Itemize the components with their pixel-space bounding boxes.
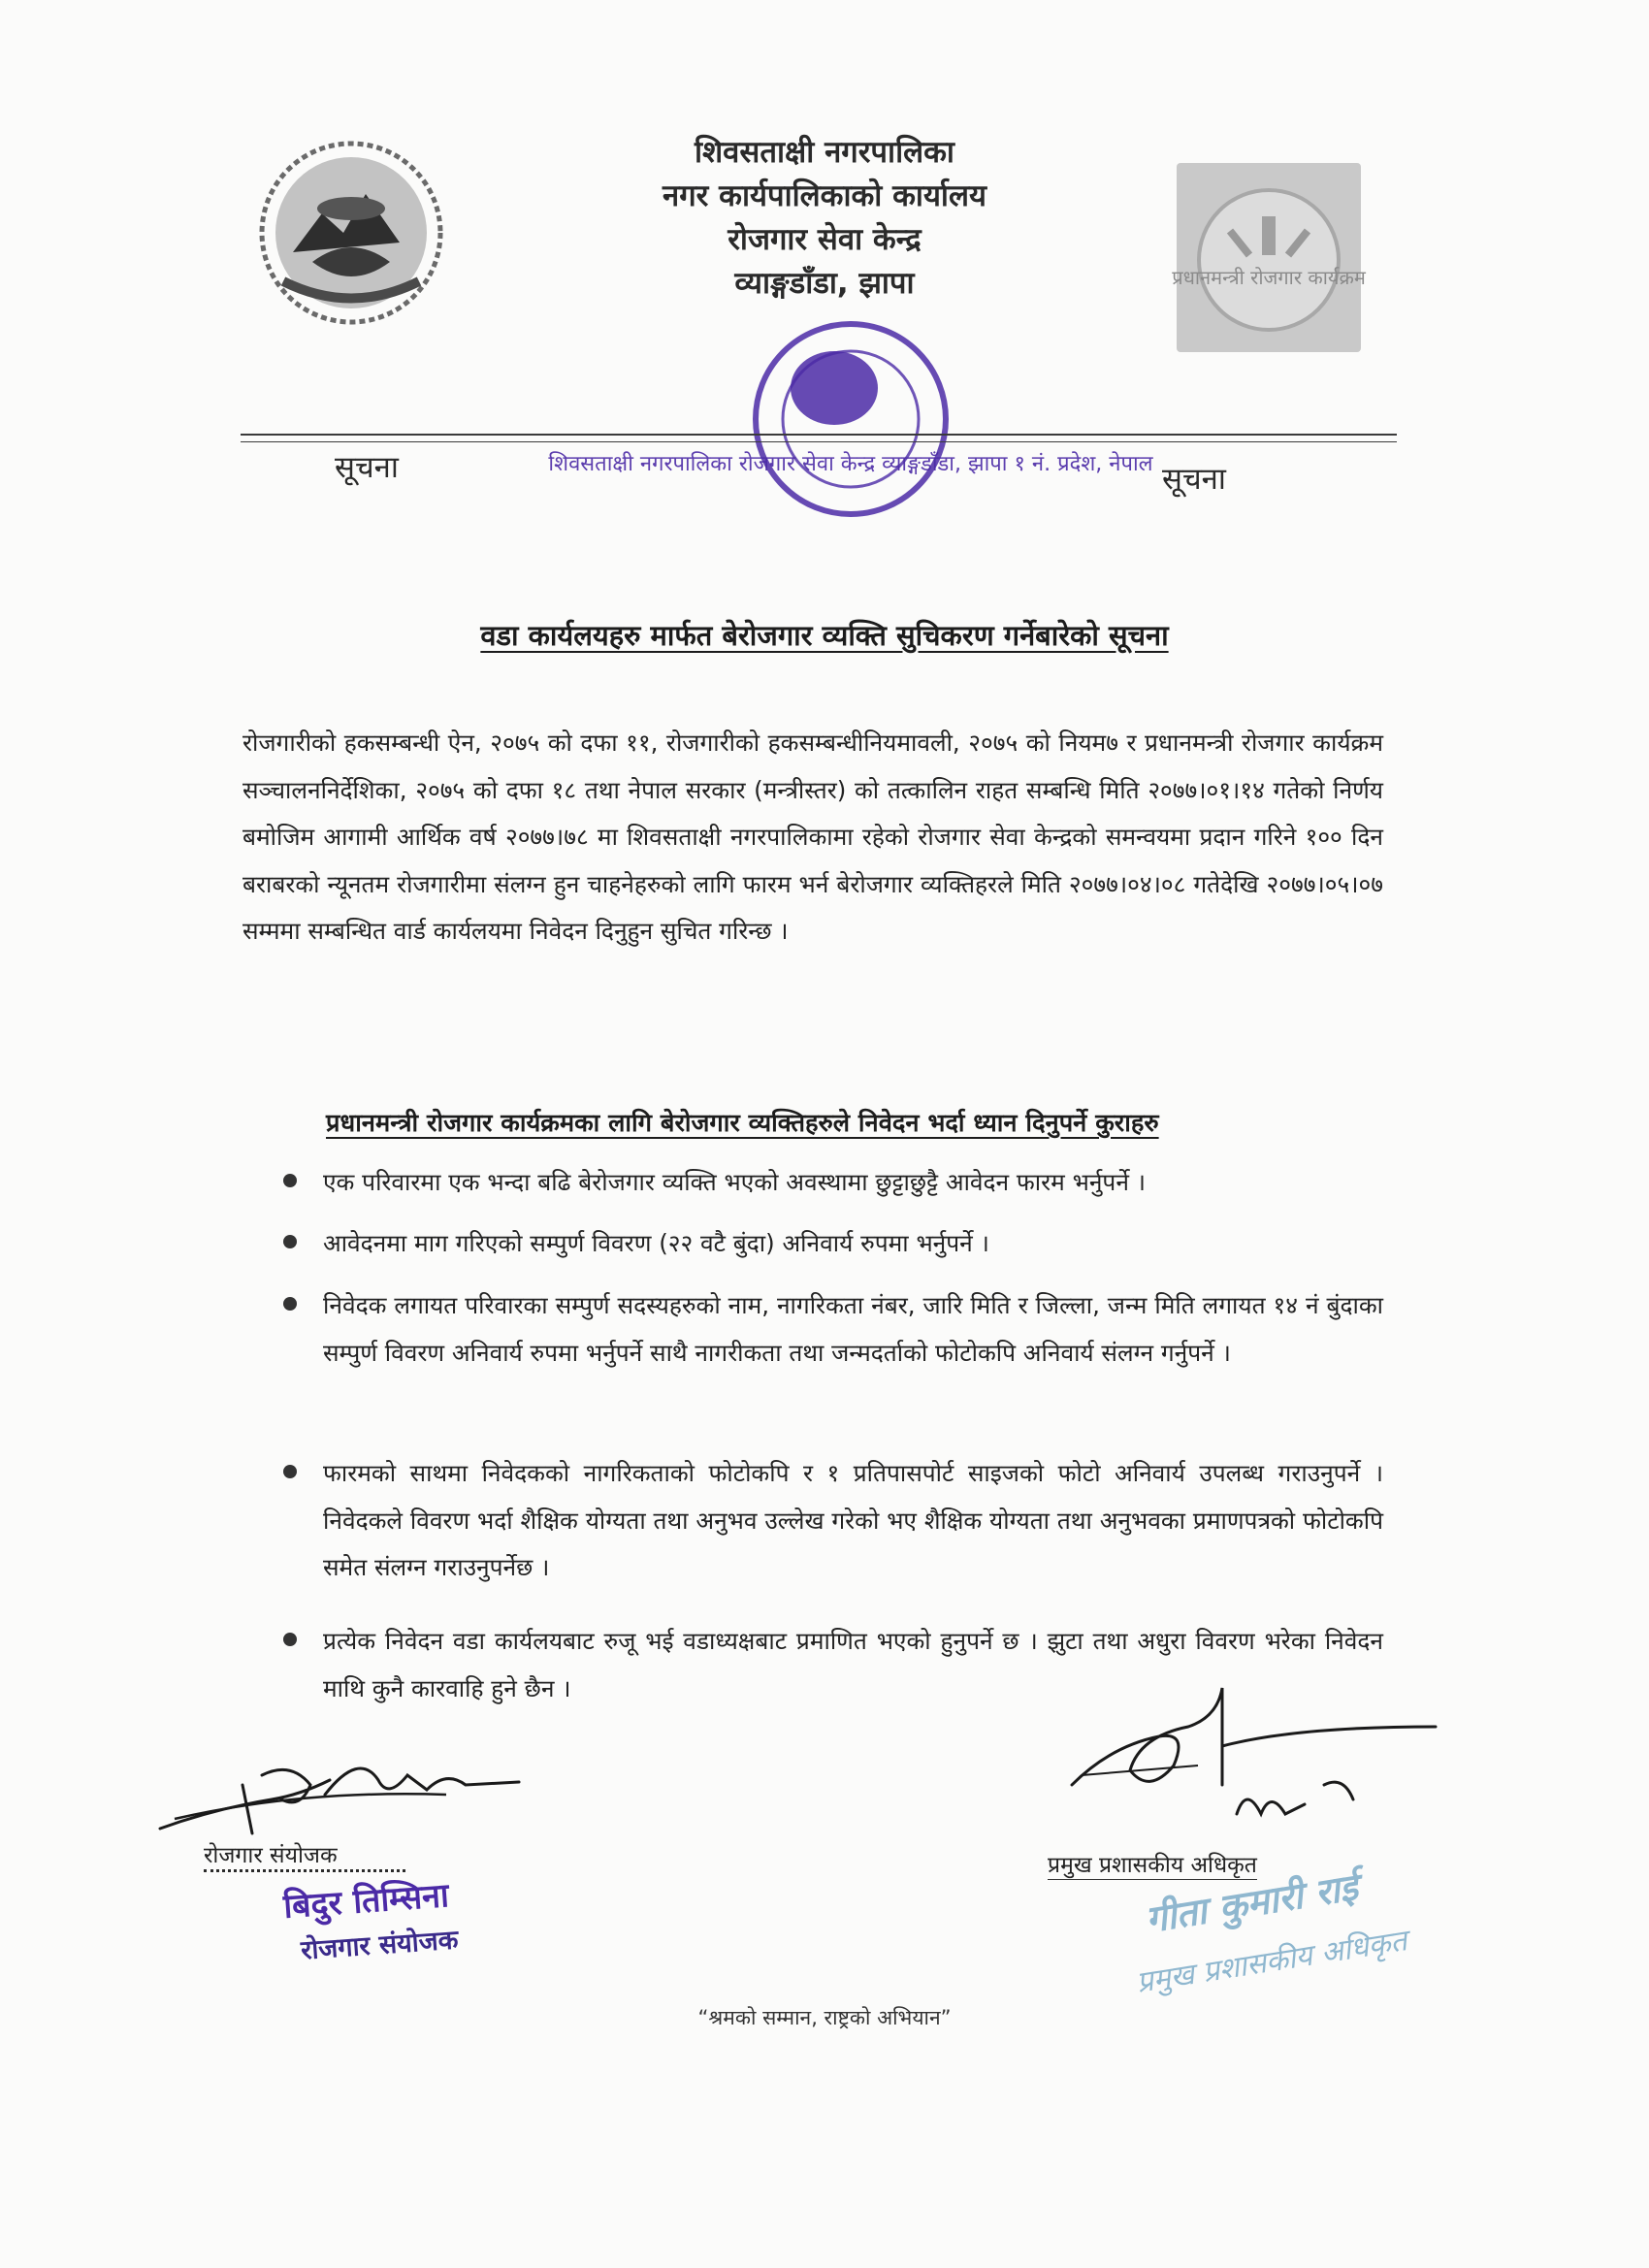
office-stamp (548, 315, 1153, 524)
notice-label-right: सूचना (1162, 462, 1226, 497)
header-office: नगर कार्यपालिकाको कार्यालय (663, 178, 986, 213)
footer-slogan: “श्रमको सम्मान, राष्ट्रको अभियान” (697, 2006, 952, 2029)
bullet-item: प्रत्येक निवेदन वडा कार्यलयबाट रुजू भई वडाध्यक्षबाट प्रमाणित भएको हुनुपर्ने छ । झुटा तथा अधुरा विवरण भरेका निवेदन माथि कुनै कारवाहि हुने छैन । (323, 1627, 1383, 1702)
cao-signature (1052, 1669, 1440, 1843)
bullet-marker (283, 1297, 297, 1311)
coordinator-stamp-title: रोजगार संयोजक (300, 1925, 460, 1966)
coordinator-label: रोजगार संयोजक (204, 1838, 405, 1872)
header-address: व्याङ्गडाँडा, झापा (734, 266, 915, 301)
header-divider-2 (241, 441, 1397, 442)
header-divider (241, 434, 1397, 436)
bullet-marker (283, 1633, 297, 1646)
bullet-marker (283, 1174, 297, 1187)
notice-body: रोजगारीको हकसम्बन्धी ऐन, २०७५ को दफा ११, रोजगारीको हकसम्बन्धीनियमावली, २०७५ को नियम७ र प्रधानमन्त्री रोजगार कार्यक्रम सञ्चालननिर्देशिका, २०७५ को दफा १८ तथा नेपाल सरकार (मन्त्रीस्तर) को तत्कालिन राहत सम्बन्धि मिति २०७७।०१।१४ गतेको निर्णय बमोजिम आगामी आर्थिक वर्ष २०७७।७८ मा शिवसताक्षी नगरपालिकामा रहेको रोजगार सेवा केन्द्रको समन्वयमा प्रदान गरिने १०० दिन बराबरको न्यूनतम रोजगारीमा संलग्न हुन चाहनेहरुको लागि फारम भर्न बेरोजगार व्यक्तिहरले मिति २०७७।०४।०८ गतेदेखि २०७७।०५।०७ सम्ममा सम्बन्धित वार्ड कार्यलयमा निवेदन दिनुहुन सुचित गरिन्छ । (242, 729, 1383, 945)
bullet-item: आवेदनमा माग गरिएको सम्पुर्ण विवरण (२२ वटै बुंदा) अनिवार्य रुपमा भर्नुपर्ने । (323, 1229, 989, 1257)
bullet-marker (283, 1235, 297, 1248)
notice-label-left: सूचना (335, 450, 399, 485)
cao-label: प्रमुख प्रशासकीय अधिकृत (1048, 1848, 1257, 1880)
bullet-marker (283, 1465, 297, 1478)
instructions-heading: प्रधानमन्त्री रोजगार कार्यक्रमका लागि बेरोजगार व्यक्तिहरुले निवेदन भर्दा ध्यान दिनुपर्ने कुराहरु (326, 1109, 1159, 1138)
bullet-item: फारमको साथमा निवेदकको नागरिकताको फोटोकपि र १ प्रतिपासपोर्ट साइजको फोटो अनिवार्य उपलब्ध गराउनुपर्ने । निवेदकले विवरण भर्दा शैक्षिक योग्यता तथा अनुभव उल्लेख गरेको भए शैक्षिक योग्यता तथा अनुभवका प्रमाणपत्रको फोटोकपि समेत संलग्न गराउनुपर्नेछ । (323, 1459, 1383, 1581)
header-municipality: शिवसताक्षी नगरपालिका (695, 135, 954, 170)
coordinator-signature (155, 1741, 524, 1848)
coordinator-stamp-name: बिदुर तिम्सिना (281, 1876, 451, 1927)
notice-title: वडा कार्यलयहरु मार्फत बेरोजगार व्यक्ति सुचिकरण गर्नेबारेको सूचना (480, 619, 1169, 652)
bullet-item: एक परिवारमा एक भन्दा बढि बेरोजगार व्यक्ति भएको अवस्थामा छुट्टाछुट्टै आवेदन फारम भर्नुपर्ने । (323, 1168, 1146, 1196)
cao-stamp-title: प्रमुख प्रशासकीय अधिकृत (1134, 1924, 1409, 2000)
header-center: रोजगार सेवा केन्द्र (728, 222, 922, 257)
stamp-lettering: शिवसताक्षी नगरपालिका रोजगार सेवा केन्द्र व्याङ्गडाँडा, झापा १ नं. प्रदेश, नेपाल (548, 452, 1153, 476)
cao-stamp-name: गीता कुमारी राई (1143, 1865, 1361, 1941)
program-logo (1172, 163, 1366, 352)
bullet-item: निवेदक लगायत परिवारका सम्पुर्ण सदस्यहरुको नाम, नागरिकता नंबर, जारि मिति र जिल्ला, जन्म मिति लगायत १४ नं बुंदाका सम्पुर्ण विवरण अनिवार्य रुपमा भर्नुपर्ने साथै नागरीकता तथा जन्मदर्ताको फोटोकपि अनिवार्य संलग्न गर्नुपर्ने । (323, 1291, 1383, 1367)
logo-lettering: प्रधानमन्त्री रोजगार कार्यक्रम (1172, 266, 1366, 289)
